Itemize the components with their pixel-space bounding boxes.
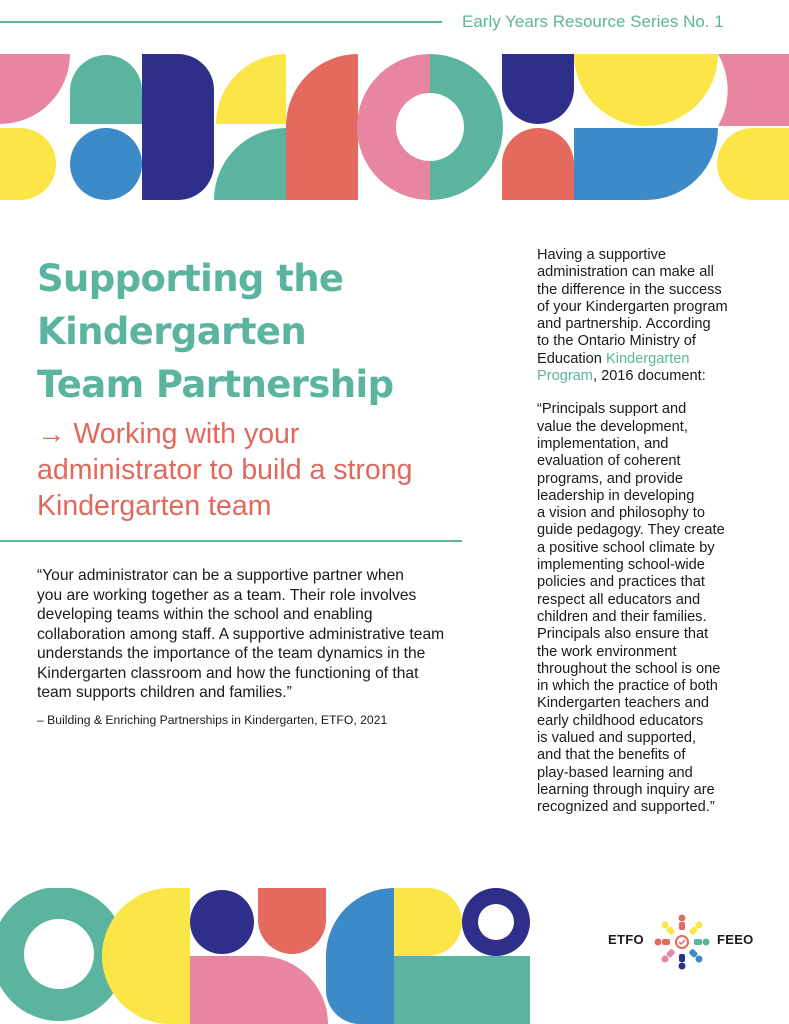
intro-line: Having a supportive (537, 247, 666, 263)
right-column (537, 247, 777, 817)
logo-text-etfo: ETFO (608, 932, 644, 947)
people-circle-logo-icon (652, 912, 712, 972)
yellow-quarter-shape (216, 54, 286, 124)
ministry-quote-line: implementing school-wide (537, 557, 705, 574)
yellow-half-shape (20, 128, 56, 200)
intro-line (537, 351, 777, 368)
pattern-col-4 (214, 54, 286, 200)
ministry-quote-line: the work environment (537, 643, 677, 660)
pink-half-ring-shape (357, 54, 430, 200)
ministry-quote-line: policies and practices that (537, 574, 705, 591)
pattern-col-7 (502, 54, 574, 200)
top-shape-pattern (0, 54, 789, 200)
pattern-col-9 (717, 54, 789, 200)
ministry-quote-line: early childhood educators (537, 712, 704, 729)
quote-citation: – Building & Enriching Partnerships in Kindergarten, ETFO, 2021 (37, 713, 388, 727)
pattern-col-2 (70, 55, 142, 200)
teal-quarter-shape (214, 128, 286, 200)
pink-quarter-shape (718, 54, 789, 126)
ministry-quote-line: programs, and provide (537, 470, 684, 487)
ministry-quote-line: value the development, (537, 418, 688, 435)
intro-paragraph (537, 247, 777, 385)
ministry-quote-line: a vision and philosophy to (537, 505, 705, 522)
teal-half-ring-shape (430, 54, 503, 200)
navy-arch-shape (502, 54, 574, 124)
navy-circle-shape (190, 890, 254, 954)
pattern-col-3 (142, 54, 214, 200)
quote-line: “Your administrator can be a supportive partner when (37, 567, 404, 584)
yellow-half-shape (394, 888, 462, 956)
section-rule (0, 540, 462, 542)
title-line: Supporting the (37, 257, 344, 300)
intro-line: of your Kindergarten program (537, 298, 728, 315)
ministry-quote-line: play-based learning and (537, 764, 693, 781)
ministry-quote-line: children and their families. (537, 608, 707, 625)
subtitle-line: administrator to build a strong (37, 454, 413, 486)
ministry-quote-line: recognized and supported.” (537, 799, 715, 816)
quote-line: you are working together as a team. Their role involves (37, 586, 417, 604)
intro-line: to the Ontario Ministry of (537, 333, 696, 350)
intro-line-suffix: , 2016 document: (592, 368, 706, 385)
quote-line: understands the importance of the team dynamics in the (37, 645, 426, 662)
blue-circle-shape (70, 128, 142, 200)
title-line: Kindergarten (37, 310, 307, 353)
blue-capsule-shape (326, 888, 394, 1024)
ministry-quote-line: guide pedagogy. They create (537, 522, 725, 539)
blue-wedge-shape (574, 128, 718, 200)
ministry-quote-line: Kindergarten teachers and (537, 695, 709, 712)
pink-quarter-shape (260, 956, 328, 1024)
ministry-quote-line: is valued and supported, (537, 730, 697, 747)
intro-line: the difference in the success (537, 281, 722, 298)
ministry-quote-line: and that the benefits of (537, 747, 686, 764)
intro-line: and partnership. According (537, 316, 711, 333)
navy-capsule-shape (142, 54, 214, 200)
etfo-quote (37, 566, 507, 703)
ministry-quote-line: leadership in developing (537, 487, 695, 504)
coral-arch-shape (258, 888, 326, 954)
ministry-quote-line: evaluation of coherent (537, 453, 681, 470)
page-title (37, 252, 517, 411)
pattern-col-6 (357, 54, 503, 200)
series-label: Early Years Resource Series No. 1 (462, 12, 724, 31)
yellow-left-shape (574, 54, 646, 126)
page-subtitle (37, 416, 517, 524)
intro-line: administration can make all (537, 264, 714, 281)
ministry-quote-line: respect all educators and (537, 591, 701, 608)
pink-block-shape (190, 956, 260, 1024)
pink-quarter-shape (0, 54, 70, 124)
intro-line-prefix: Education (537, 350, 606, 367)
quote-line: team supports children and families.” (37, 684, 292, 701)
ministry-quote-line: Principals also ensure that (537, 626, 709, 643)
quote-line: Kindergarten classroom and how the functioning of that (37, 664, 419, 682)
ministry-quote-line: throughout the school is one (537, 660, 721, 677)
yellow-block-shape (753, 128, 789, 200)
kindergarten-program-link[interactable]: Kindergarten (605, 350, 690, 367)
logo-text-feeo: FEEO (717, 932, 754, 947)
subtitle-line: Kindergarten team (37, 490, 272, 522)
pattern-col-5 (286, 54, 358, 200)
coral-dome-shape (502, 128, 574, 200)
coral-capsule-shape (286, 54, 358, 200)
pattern-col-8 (574, 54, 718, 200)
teal-wedge-shape (394, 956, 530, 1024)
ministry-quote-line: a positive school climate by (537, 539, 715, 556)
ministry-quote-line: implementation, and (537, 435, 669, 452)
ministry-quote-line: in which the practice of both (537, 678, 718, 695)
kindergarten-program-link-cont[interactable]: Program (537, 368, 593, 385)
ministry-quote-line: “Principals support and (537, 401, 687, 418)
title-line: Team Partnership (37, 363, 394, 406)
quote-line: developing teams within the school and enabling (37, 606, 373, 623)
ministry-quote-line: learning through inquiry are (537, 781, 715, 798)
header-rule (0, 21, 442, 23)
ministry-quote (537, 401, 777, 816)
teal-dome-shape (70, 55, 142, 124)
navy-ring-shape (462, 888, 530, 956)
bottom-shape-pattern (0, 888, 530, 1024)
pattern-col-1 (0, 54, 70, 200)
subtitle-line: → Working with your (37, 418, 300, 450)
quote-line: collaboration among staff. A supportive administrative team (37, 625, 445, 643)
intro-line (537, 368, 777, 385)
